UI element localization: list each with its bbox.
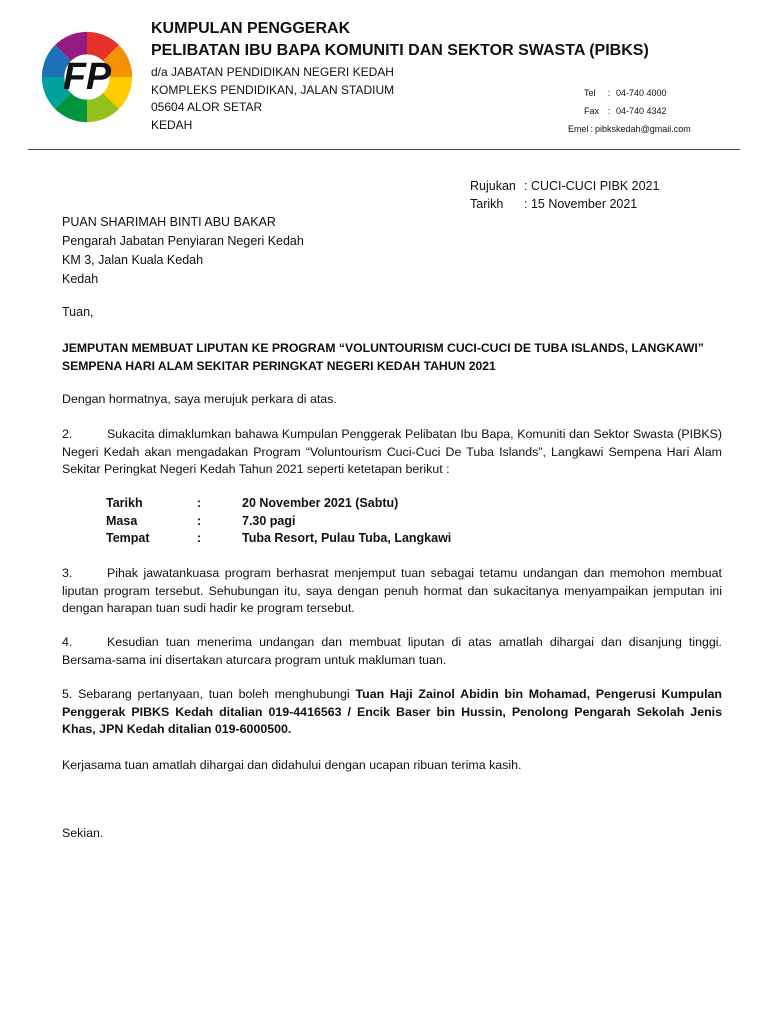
paragraph-number: 3. bbox=[62, 566, 73, 580]
detail-row: Tarikh : 20 November 2021 (Sabtu) bbox=[106, 496, 399, 510]
reference-block bbox=[470, 178, 659, 213]
fax-value: 04-740 4342 bbox=[616, 106, 667, 116]
salutation: Tuan, bbox=[62, 305, 94, 319]
org-name-line1: KUMPULAN PENGGERAK bbox=[151, 20, 351, 37]
logo-text: FP bbox=[62, 55, 112, 98]
pibks-logo bbox=[40, 30, 134, 124]
email-value[interactable]: pibkskedah@gmail.com bbox=[595, 124, 691, 134]
email-label: Emel bbox=[568, 124, 589, 134]
org-address bbox=[151, 64, 394, 134]
subject-line: JEMPUTAN MEMBUAT LIPUTAN KE PROGRAM “VOLUNTOURISM CUCI-CUCI DE TUBA ISLANDS, LANGKAWI” bbox=[62, 341, 704, 355]
address-line: d/a JABATAN PENDIDIKAN NEGERI KEDAH bbox=[151, 65, 394, 79]
subject-line: SEMPENA HARI ALAM SEKITAR PERINGKAT NEGERI KEDAH TAHUN 2021 bbox=[62, 359, 496, 373]
paragraph-text: 5. Sebarang pertanyaan, tuan boleh menghubungi bbox=[62, 687, 356, 701]
recipient-address bbox=[62, 213, 304, 289]
tel-row: Tel : 04-740 4000 bbox=[568, 84, 691, 102]
address-line: KEDAH bbox=[151, 117, 193, 132]
email-row: Emel : pibkskedah@gmail.com bbox=[568, 120, 691, 138]
detail-row: Tempat : Tuba Resort, Pulau Tuba, Langkawi bbox=[106, 531, 452, 545]
rujukan-label: Rujukan bbox=[470, 179, 516, 193]
org-name-line2: PELIBATAN IBU BAPA KOMUNITI DAN SEKTOR SWASTA (PIBKS) bbox=[151, 42, 649, 59]
paragraph-text: Kesudian tuan menerima undangan dan membuat liputan di atas amatlah dihargai dan disanjung tinggi. Bersama-sama ini disertakan aturcara program untuk makluman tuan. bbox=[62, 635, 722, 667]
recipient-line: Kedah bbox=[62, 272, 99, 286]
fax-label: Fax bbox=[584, 106, 600, 116]
event-details bbox=[106, 495, 451, 548]
tel-label: Tel bbox=[584, 88, 596, 98]
paragraph-2 bbox=[62, 426, 722, 479]
recipient-line: Pengarah Jabatan Penyiaran Negeri Kedah bbox=[62, 234, 304, 248]
contact-persons: Tuan Haji Zainol Abidin bin Mohamad, Pengerusi Kumpulan Penggerak PIBKS Kedah ditalian 019-4416563 / Encik Baser bin Hussin, Penolong Pengarah Sekolah Jenis Khas, JPN Kedah ditalian 019-6000500. bbox=[62, 687, 722, 736]
tel-value: 04-740 4000 bbox=[616, 88, 667, 98]
tarikh-label: Tarikh bbox=[470, 196, 504, 211]
tarikh-value: : 15 November 2021 bbox=[524, 196, 638, 211]
paragraph-number: 4. bbox=[62, 635, 73, 649]
recipient-line: PUAN SHARIMAH BINTI ABU BAKAR bbox=[62, 215, 276, 229]
paragraph-3 bbox=[62, 565, 722, 618]
address-line: 05604 ALOR SETAR bbox=[151, 100, 263, 114]
paragraph-4 bbox=[62, 634, 722, 669]
closing: Sekian. bbox=[62, 826, 104, 840]
detail-row: Masa : 7.30 pagi bbox=[106, 513, 296, 528]
letter-subject bbox=[62, 339, 722, 375]
paragraph-1: Dengan hormatnya, saya merujuk perkara di atas. bbox=[62, 392, 337, 406]
paragraph-text: Sukacita dimaklumkan bahawa Kumpulan Penggerak Pelibatan Ibu Bapa, Komuniti dan Sektor Swasta (PIBKS) Negeri Kedah akan mengadakan Program “Voluntourism Cuci-Cuci De Tuba Islands”, Langkawi Sempena Hari Alam Sekitar Peringkat Negeri Kedah Tahun 2021 seperti ketetapan berikut : bbox=[62, 427, 722, 476]
contact-block bbox=[568, 84, 691, 138]
header-divider bbox=[28, 149, 740, 150]
recipient-line: KM 3, Jalan Kuala Kedah bbox=[62, 253, 204, 267]
paragraph-5 bbox=[62, 686, 722, 739]
paragraph-text: Pihak jawatankuasa program berhasrat menjemput tuan sebagai tetamu undangan dan memohon membuat liputan program tersebut. Sehubungan itu, saya dengan penuh hormat dan sukacitanya menyampaikan jemputan ini dengan harapan tuan sudi hadir ke program tersebut. bbox=[62, 566, 722, 615]
address-line: KOMPLEKS PENDIDIKAN, JALAN STADIUM bbox=[151, 82, 395, 97]
paragraph-number: 2. bbox=[62, 427, 73, 441]
fax-row: Fax : 04-740 4342 bbox=[568, 102, 691, 120]
rujukan-value: : CUCI-CUCI PIBK 2021 bbox=[524, 179, 660, 193]
paragraph-6: Kerjasama tuan amatlah dihargai dan didahului dengan ucapan ribuan terima kasih. bbox=[62, 758, 522, 772]
